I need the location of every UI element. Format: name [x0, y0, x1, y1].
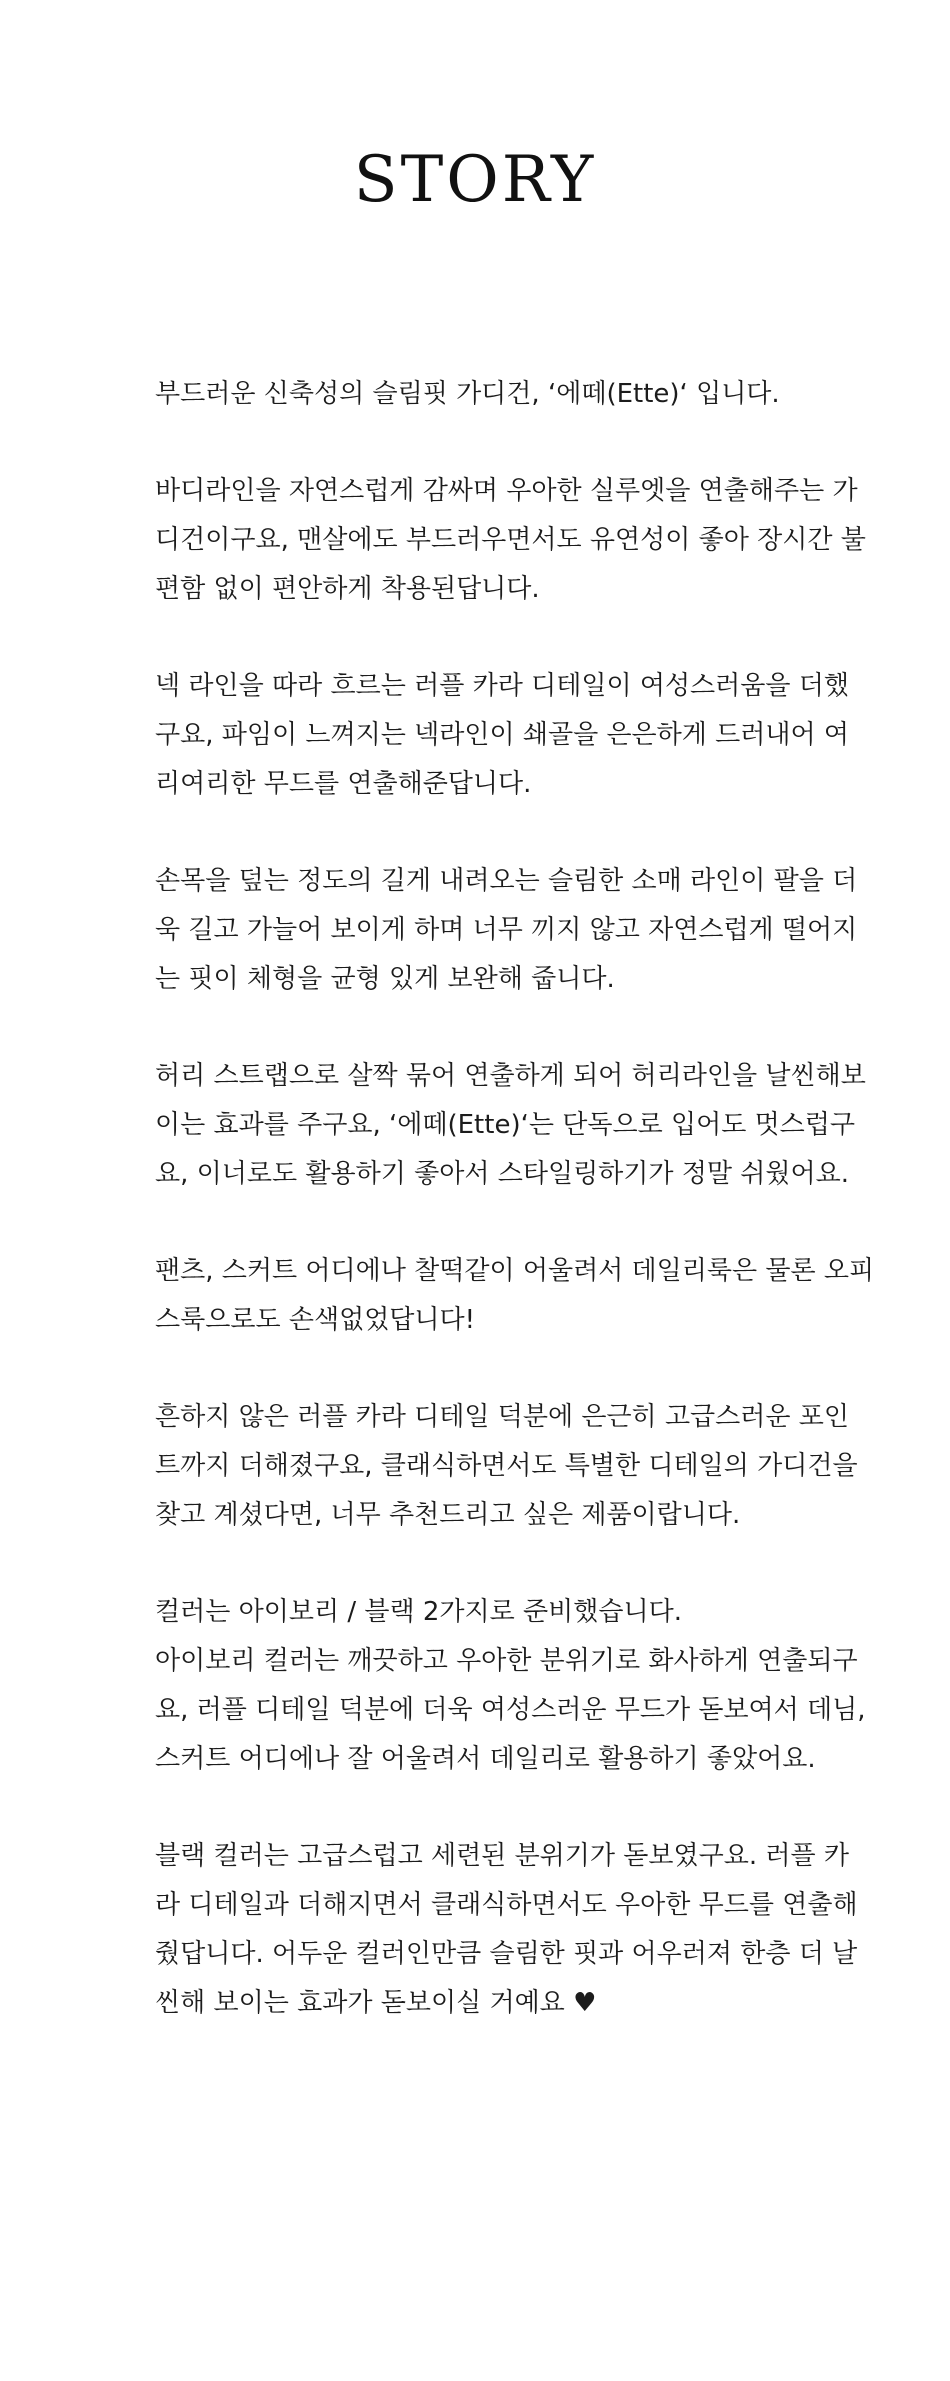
paragraph-neckline: [155, 662, 850, 809]
text-line: 바디라인을 자연스럽게 감싸며 우아한 실루엣을 연출해주는 가: [155, 476, 858, 506]
text-line: 디건이구요, 맨살에도 부드러우면서도 유연성이 좋아 장시간 불: [155, 525, 866, 555]
text-line: 는 핏이 체형을 균형 있게 보완해 줍니다.: [155, 964, 615, 994]
text-line: 이는 효과를 주구요, ‘에떼(Ette)‘는 단독으로 입어도 멋스럽구: [155, 1110, 856, 1140]
story-body: [155, 370, 875, 2076]
paragraph-colors-black: [155, 1832, 858, 2028]
text-line: 흔하지 않은 러플 카라 디테일 덕분에 은근히 고급스러운 포인: [155, 1402, 850, 1432]
text-line: 컬러는 아이보리 / 블랙 2가지로 준비했습니다.: [155, 1597, 682, 1627]
text-line: 트까지 더해졌구요, 클래식하면서도 특별한 디테일의 가디건을: [155, 1451, 858, 1481]
paragraph-sleeve: [155, 857, 858, 1004]
text-line: 스룩으로도 손색없었답니다!: [155, 1305, 476, 1335]
paragraph-waist-strap: [155, 1052, 866, 1199]
text-line: 요, 이너로도 활용하기 좋아서 스타일링하기가 정말 쉬웠어요.: [155, 1159, 850, 1189]
text-line: 블랙 컬러는 고급스럽고 세련된 분위기가 돋보였구요. 러플 카: [155, 1841, 850, 1871]
text-line: 구요, 파임이 느껴지는 넥라인이 쇄골을 은은하게 드러내어 여: [155, 720, 850, 750]
text-line: 허리 스트랩으로 살짝 묶어 연출하게 되어 허리라인을 날씬해보: [155, 1061, 866, 1091]
text-line: 욱 길고 가늘어 보이게 하며 너무 끼지 않고 자연스럽게 떨어지: [155, 915, 858, 945]
text-line: 부드러운 신축성의 슬림핏 가디건, ‘에떼(Ette)‘ 입니다.: [155, 379, 780, 409]
page-title: STORY: [353, 143, 597, 217]
paragraph-recommend: [155, 1393, 858, 1540]
text-line: 라 디테일과 더해지면서 클래식하면서도 우아한 무드를 연출해: [155, 1890, 858, 1920]
text-line: 팬츠, 스커트 어디에나 찰떡같이 어울려서 데일리룩은 물론 오피: [155, 1256, 875, 1286]
text-line: 줬답니다. 어두운 컬러인만큼 슬림한 핏과 어우러져 한층 더 날: [155, 1939, 858, 1969]
text-line: 아이보리 컬러는 깨끗하고 우아한 분위기로 화사하게 연출되구: [155, 1646, 858, 1676]
paragraph-styling: [155, 1247, 875, 1345]
paragraph-bodyline: [155, 467, 866, 614]
text-line: 넥 라인을 따라 흐르는 러플 카라 디테일이 여성스러움을 더했: [155, 671, 850, 701]
paragraph-intro: [155, 370, 831, 419]
text-line: 리여리한 무드를 연출해준답니다.: [155, 769, 532, 799]
text-line: 요, 러플 디테일 덕분에 더욱 여성스러운 무드가 돋보여서 데님,: [155, 1695, 866, 1725]
paragraph-colors-ivory: [155, 1588, 866, 1784]
text-line: 찾고 계셨다면, 너무 추천드리고 싶은 제품이랍니다.: [155, 1500, 741, 1530]
text-line: 씬해 보이는 효과가 돋보이실 거예요 ♥: [155, 1988, 597, 2018]
text-line: 스커트 어디에나 잘 어울려서 데일리로 활용하기 좋았어요.: [155, 1744, 816, 1774]
text-line: 손목을 덮는 정도의 길게 내려오는 슬림한 소매 라인이 팔을 더: [155, 866, 858, 896]
text-line: 편함 없이 편안하게 착용된답니다.: [155, 574, 540, 604]
